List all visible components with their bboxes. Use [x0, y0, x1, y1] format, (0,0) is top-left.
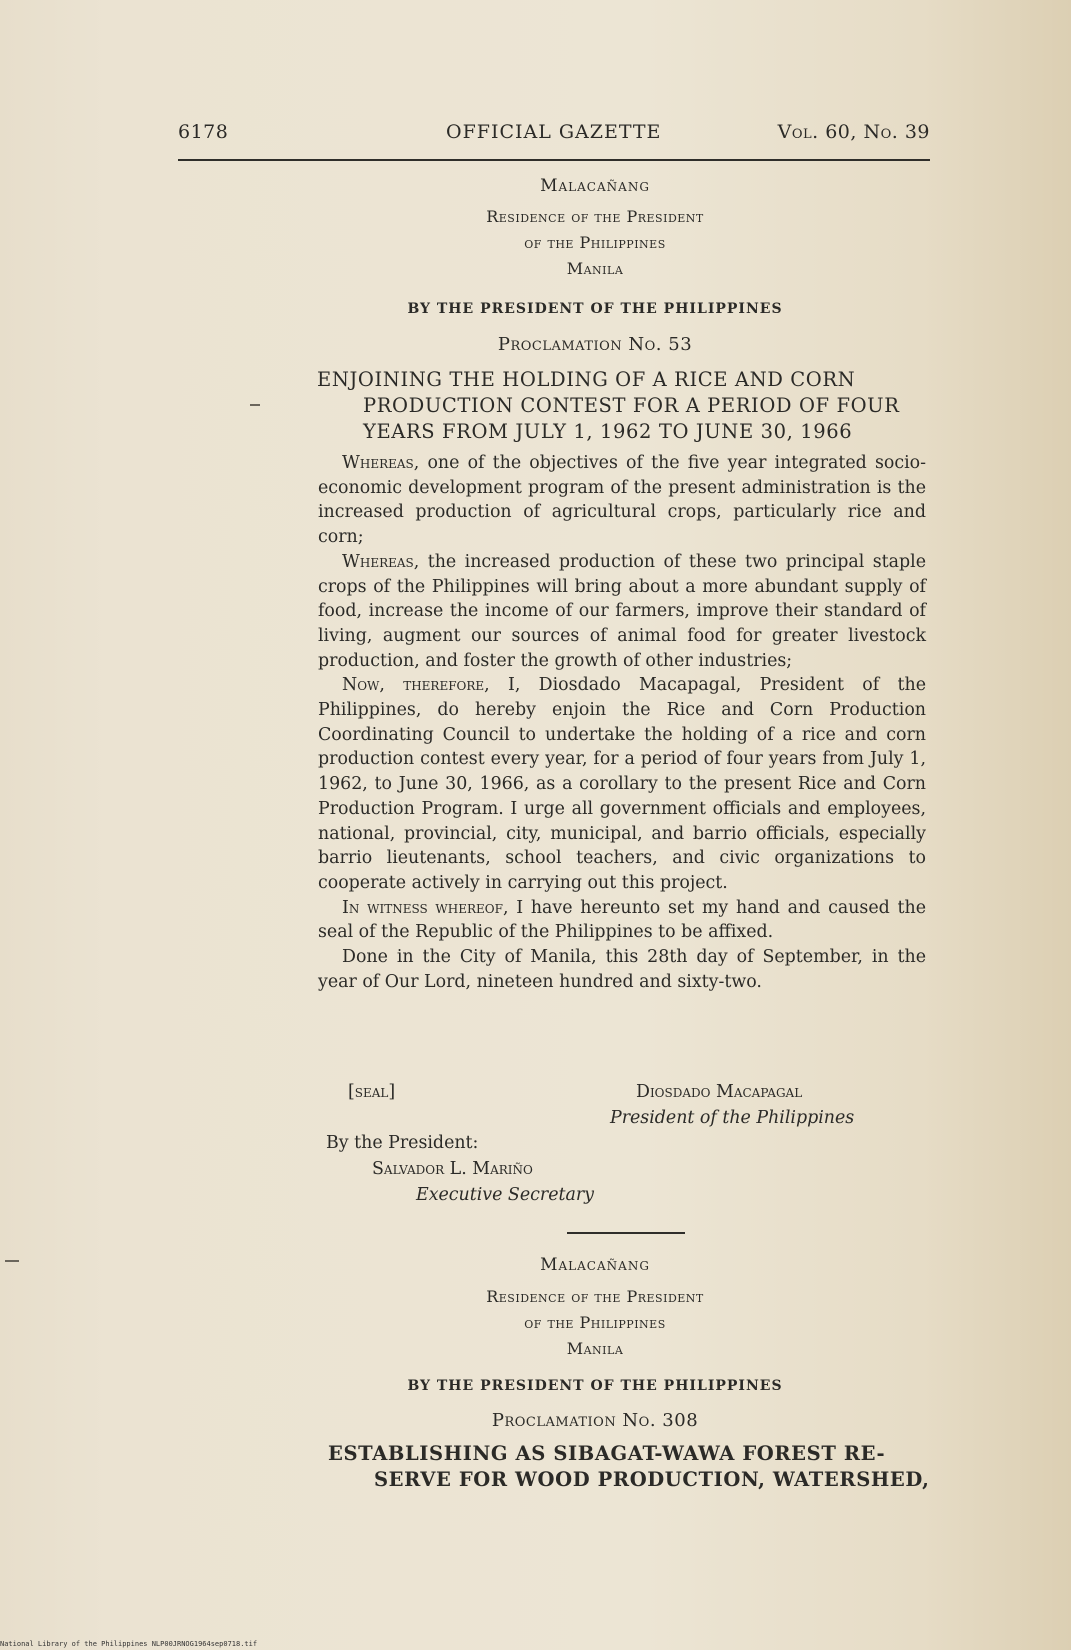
- header-rule: [178, 159, 930, 161]
- proclamation-number: Proclamation No. 53: [497, 334, 693, 355]
- section-divider: [567, 1232, 685, 1234]
- residence-block: [430, 204, 760, 282]
- signatory-name: Diosdado Macapagal: [636, 1082, 803, 1102]
- residence-line: Manila: [566, 259, 624, 278]
- title-line: SERVE FOR WOOD PRODUCTION, WATERSHED,: [374, 1468, 930, 1491]
- residence-line: Residence of the President: [486, 1287, 704, 1306]
- title-line: ENJOINING THE HOLDING OF A RICE AND CORN: [317, 368, 856, 391]
- paragraph-lead: Whereas,: [342, 551, 420, 572]
- title-line: YEARS FROM JULY 1, 1962 TO JUNE 30, 1966: [363, 420, 853, 443]
- proclamation-body: [318, 451, 926, 994]
- witness-paragraph: [318, 896, 926, 945]
- secretary-title: Executive Secretary: [416, 1185, 594, 1205]
- paragraph-text: I, Diosdado Macapagal, President of the Philippines, do hereby enjoin the Rice and Corn Production Coordinating Council to undertake the holding of a rice and corn production contest every year, for a period of four years from July 1, 1962, to June 30, 1966, as a corollary to the present Rice and Corn Production Program. I urge all government officials and employees, national, provincial, city, municipal, and barrio officials, especially barrio lieutenants, school teachers, and civic organizations to cooperate actively in carrying out this project.: [318, 675, 926, 893]
- therefore-paragraph: [318, 673, 926, 895]
- residence-block: [430, 1284, 760, 1362]
- paragraph-text: the increased production of these two principal staple crops of the Philippines will bring about a more abundant supply of food, increase the income of our farmers, improve their standard of living, augment our sources of animal food for greater livestock production, and foster the growth of other industries;: [318, 551, 926, 671]
- proclamation-title: [317, 367, 937, 445]
- by-the-president-label: By the President:: [326, 1133, 479, 1153]
- by-the-president-heading: BY THE PRESIDENT OF THE PHILIPPINES: [407, 301, 783, 317]
- whereas-paragraph-2: [318, 550, 926, 674]
- done-paragraph: Done in the City of Manila, this 28th day of September, in the year of Our Lord, nineteen hundred and sixty-two.: [318, 947, 926, 992]
- title-line: ESTABLISHING AS SIBAGAT-WAWA FOREST RE-: [328, 1442, 886, 1465]
- title-line: PRODUCTION CONTEST FOR A PERIOD OF FOUR: [363, 394, 900, 417]
- paragraph-lead: Whereas,: [342, 453, 420, 473]
- gazette-title: OFFICIAL GAZETTE: [446, 121, 662, 143]
- paragraph-lead: In witness whereof,: [342, 897, 509, 918]
- office-heading: Malacañang: [540, 176, 650, 196]
- signatory-title: President of the Philippines: [610, 1108, 855, 1128]
- residence-line: Manila: [566, 1339, 624, 1358]
- office-heading: Malacañang: [540, 1255, 650, 1275]
- seal-label: [seal]: [348, 1082, 396, 1102]
- whereas-paragraph-1: [318, 451, 926, 550]
- volume-number: Vol. 60, No. 39: [777, 121, 930, 143]
- proclamation-title: [328, 1441, 948, 1493]
- paragraph-lead: Now, therefore,: [342, 675, 490, 696]
- residence-line: of the Philippines: [524, 1313, 666, 1332]
- margin-mark: [5, 1260, 19, 1262]
- secretary-name: Salvador L. Mariño: [372, 1159, 533, 1179]
- paragraph-text: I have hereunto set my hand and caused the seal of the Republic of the Philippines to be affixed.: [318, 897, 926, 943]
- page-number: 6178: [178, 121, 229, 143]
- scan-footer: National Library of the Philippines NLP00JRNOG1964sep0718.tif: [0, 1640, 258, 1648]
- page-header: [178, 121, 930, 149]
- by-the-president-heading: BY THE PRESIDENT OF THE PHILIPPINES: [407, 1378, 783, 1394]
- residence-line: of the Philippines: [524, 233, 666, 252]
- proclamation-number: Proclamation No. 308: [491, 1410, 699, 1431]
- paragraph-text: one of the objectives of the five year integrated socio-economic development program of the present administration is the increased production of agricultural crops, particularly rice and corn;: [318, 453, 926, 548]
- margin-mark: [250, 404, 260, 406]
- residence-line: Residence of the President: [486, 207, 704, 226]
